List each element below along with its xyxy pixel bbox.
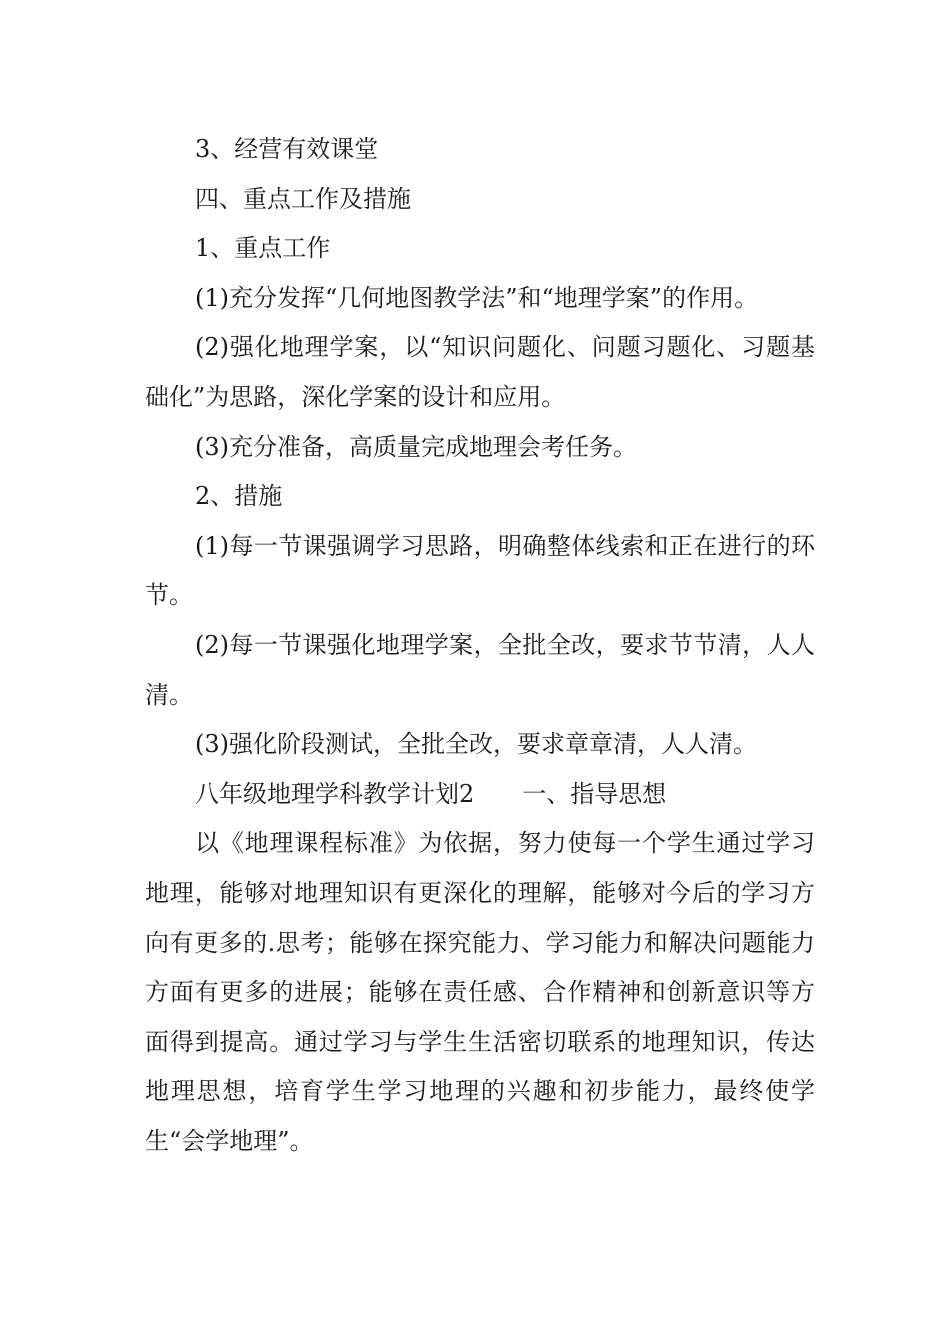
document-body bbox=[145, 125, 815, 1166]
paragraph-measure-2: (2)每一节课强化地理学案，全批全改，要求节节清，人人清。 bbox=[145, 630, 815, 709]
plan-title: 八年级地理学科教学计划2 bbox=[195, 779, 475, 808]
paragraph-measure-3: (3)强化阶段测试，全批全改，要求章章清，人人清。 bbox=[195, 730, 757, 759]
subheading-effective-classroom: 3、经营有效课堂 bbox=[195, 135, 379, 163]
subheading-measures: 2、措施 bbox=[195, 482, 283, 511]
paragraph-key-work-1: (1)充分发挥“几何地图教学法”和“地理学案”的作用。 bbox=[195, 283, 759, 312]
paragraph-key-work-3: (3)充分准备，高质量完成地理会考任务。 bbox=[195, 432, 637, 461]
paragraph-guiding-thought: 以《地理课程标准》为依据，努力使每一个学生通过学习地理，能够对地理知识有更深化的理解，能够对今后的学习方向有更多的.思考；能够在探究能力、学习能力和解决问题能力方面有更多的进展；能够在责任感、合作精神和创新意识等方面得到提高。通过学习与学生生活密切联系的地理知识，传达地理思想，培育学生学习地理的兴趣和初步能力，最终使学生“会学地理”。 bbox=[145, 829, 815, 1155]
plan-title-line bbox=[145, 770, 815, 820]
paragraph-key-work-2: (2)强化地理学案，以“知识问题化、问题习题化、习题基础化”为思路，深化学案的设计和应用。 bbox=[145, 333, 815, 411]
paragraph-measure-1: (1)每一节课强调学习思路，明确整体线索和正在进行的环节。 bbox=[145, 531, 815, 610]
subheading-key-work: 1、重点工作 bbox=[195, 234, 331, 263]
section-heading-key-work: 四、重点工作及措施 bbox=[195, 184, 411, 213]
section-heading-guiding-thought: 一、指导思想 bbox=[522, 779, 667, 808]
